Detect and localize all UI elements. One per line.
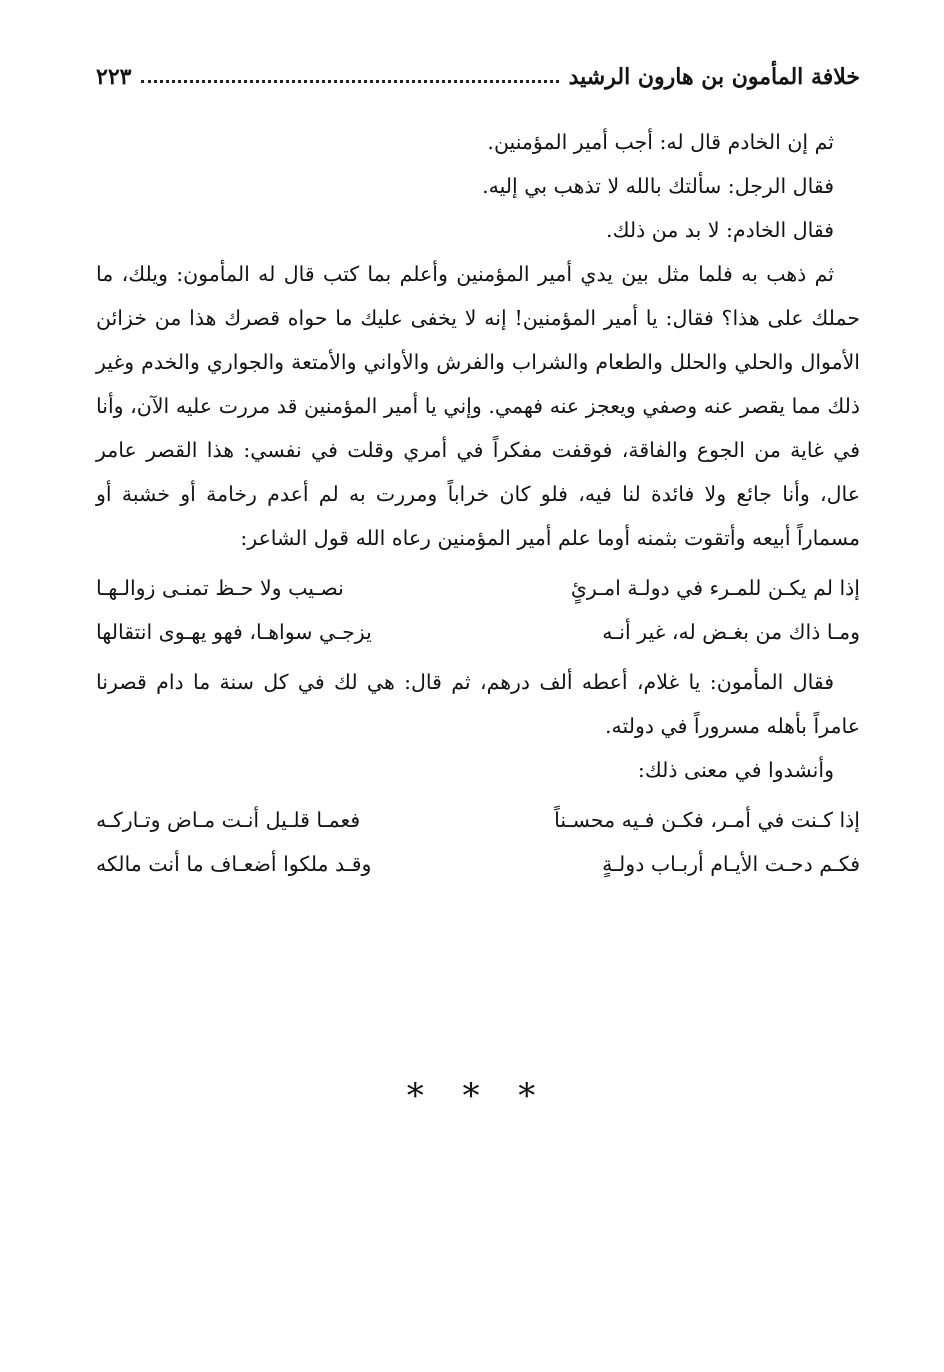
first-hemistich: إذا كـنت في أمـر، فكـن فـيه محسـناً xyxy=(554,808,860,832)
poem-1 xyxy=(96,566,860,654)
verse xyxy=(96,610,860,654)
page-number: ٢٢٣ xyxy=(96,64,132,90)
body-text xyxy=(96,120,860,886)
poem-2 xyxy=(96,798,860,886)
verse xyxy=(96,798,860,842)
section-separator: * * * xyxy=(406,1076,550,1116)
paragraph: ثم ذهب به فلما مثل بين يدي أمير المؤمنين وأعلم بما كتب قال له المأمون: ويلك، ما حملك على هذا؟ فقال: يا أمير المؤمنين! إنه لا يخفى عليك ما حواه قصرك هذا من خزائن الأموال والحلي والحلل والطعام والشراب والفرش والأواني والأمتعة والجواري والخدم وغير ذلك مما يقصر عنه وصفي ويعجز عنه فهمي. وإني يا أمير المؤمنين قد مررت عليه الآن، وأنا في غاية من الجوع والفاقة، فوقفت مفكراً في أمري وقلت في نفسي: هذا القصر عامر عال، وأنا جائع ولا فائدة لنا فيه، فلو كان خراباً ومررت به لم أعدم رخامة أو خشبة أو مسماراً أبيعه وأتقوت بثمنه أوما علم أمير المؤمنين رعاه الله قول الشاعر: xyxy=(96,262,860,550)
verse xyxy=(96,566,860,610)
paragraph: ثم إن الخادم قال له: أجب أمير المؤمنين. xyxy=(487,130,834,154)
verse xyxy=(96,842,860,886)
second-hemistich: نصـيب ولا حـظ تمنـى زوالـهـا xyxy=(96,576,344,600)
second-hemistich: يزجـي سواهـا، فهو يهـوى انتقالها xyxy=(96,620,372,644)
page-header xyxy=(96,54,860,90)
book-page xyxy=(96,54,860,1344)
paragraph: فقال الخادم: لا بد من ذلك. xyxy=(606,218,834,242)
second-hemistich: وقـد ملكوا أضعـاف ما أنت مالكه xyxy=(96,852,372,876)
paragraph: فقال الرجل: سألتك بالله لا تذهب بي إليه. xyxy=(482,174,834,198)
running-title: خلافة المأمون بن هارون الرشيد xyxy=(568,64,860,90)
second-hemistich: فعمـا قلـيل أنـت مـاض وتـاركـه xyxy=(96,808,361,832)
leader-dots xyxy=(141,80,558,83)
paragraph: وأنشدوا في معنى ذلك: xyxy=(637,758,834,782)
first-hemistich: فكـم دحـت الأيـام أربـاب دولـةٍ xyxy=(602,852,860,876)
paragraph: فقال المأمون: يا غلام، أعطه ألف درهم، ثم قال: هي لك في كل سنة ما دام قصرنا عامراً بأهله مسروراً في دولته. xyxy=(96,670,860,738)
first-hemistich: ومـا ذاك من بغـض له، غير أنـه xyxy=(602,620,860,644)
first-hemistich: إذا لم يكـن للمـرء في دولـة امـرئٍ xyxy=(570,576,860,600)
